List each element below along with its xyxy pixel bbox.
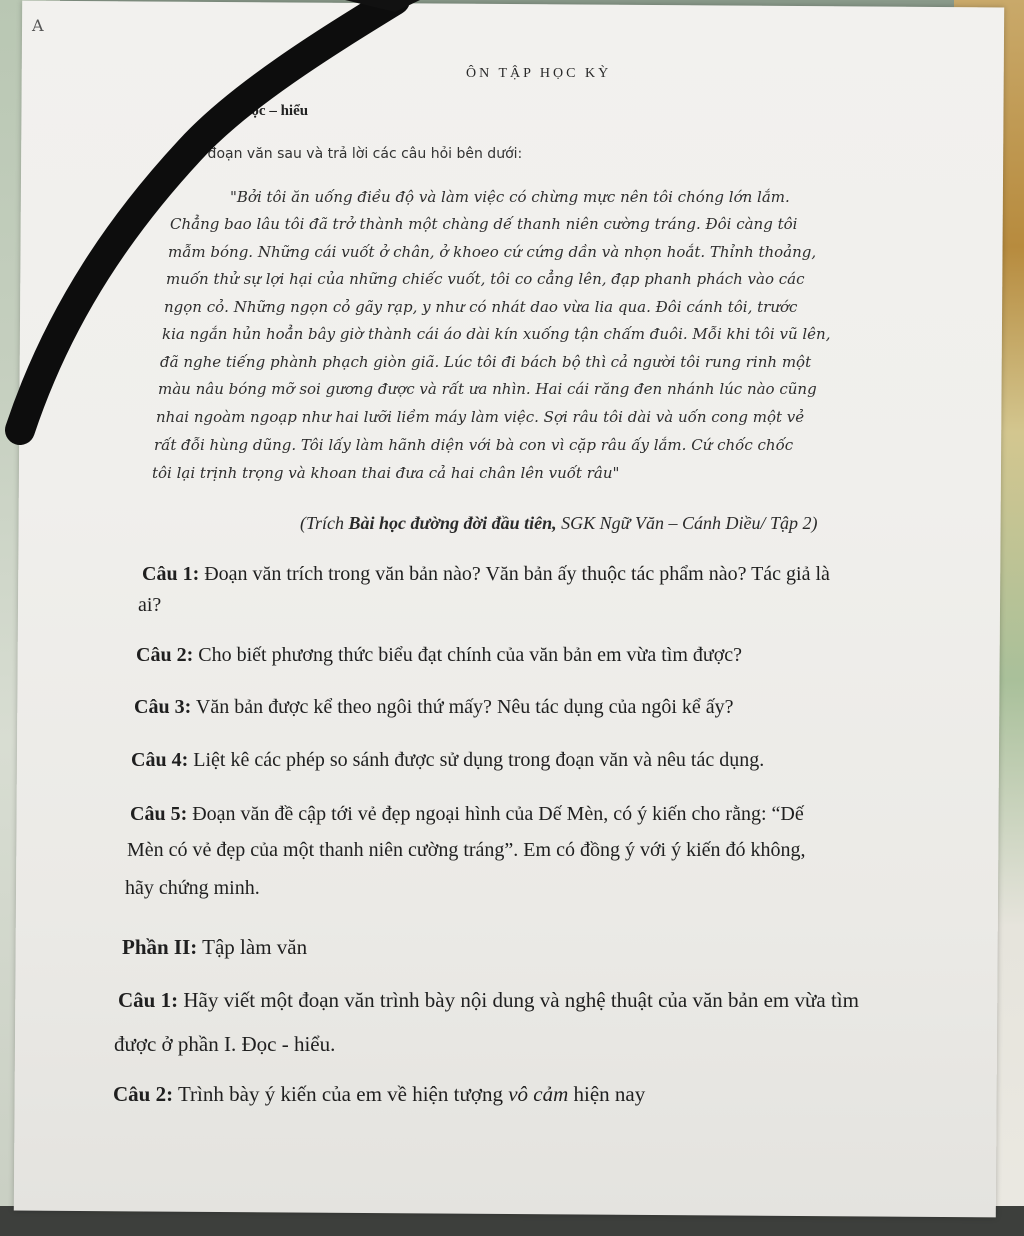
writing-task-2 [113,1082,645,1107]
citation-prefix: (Trích [300,513,349,533]
instruction-text: Đọc đoạn văn sau và trả lời các câu hỏi bên dưới: [176,146,523,162]
passage-line: muốn thử sự lợi hại của những chiếc vuốt, tôi co cẳng lên, đạp phanh phách vào các [166,270,805,288]
passage-line: nhai ngoàm ngoạp như hai lưỡi liềm máy làm việc. Sợi râu tôi dài và uốn cong một vẻ [156,408,805,426]
question-1 [138,563,830,616]
question-label: Câu 4: [131,749,189,771]
task-text: Hãy viết một đoạn văn trình bày nội dung và nghệ thuật của văn bản em vừa tìm [178,988,859,1012]
question-label: Câu 3: [134,696,192,718]
question-text: Đoạn văn đề cập tới vẻ đẹp ngoại hình của Dế Mèn, có ý kiến cho rằng: “Dế [187,803,804,825]
passage-line: mẫm bóng. Những cái vuốt ở chân, ở khoeo cứ cứng dần và nhọn hoắt. Thỉnh thoảng, [168,243,817,261]
passage-line: đã nghe tiếng phành phạch giòn giã. Lúc tôi đi bách bộ thì cả người tôi rung rinh một [160,353,812,371]
task-continuation: được ở phần I. Đọc - hiểu. [114,1032,336,1056]
question-continuation: hãy chứng minh. [125,877,260,899]
writing-task-1 [114,988,859,1056]
corner-mark: A [32,16,44,35]
question-label: Câu 2: [136,644,194,666]
passage-line: màu nâu bóng mỡ soi gương được và rất ưa nhìn. Hai cái răng đen nhánh lúc nào cũng [158,380,817,398]
citation-work: Bài học đường đời đầu tiên, [348,513,557,533]
passage-line: ngọn cỏ. Những ngọn cỏ gãy rạp, y như có nhát dao vừa lia qua. Đôi cánh tôi, trước [164,298,798,316]
question-text: Liệt kê các phép so sánh được sử dụng trong đoạn văn và nêu tác dụng. [188,749,765,771]
passage-line: rất đỗi hùng dũng. Tôi lấy làm hãnh diện với bà con vì cặp râu ấy lắm. Cứ chốc chốc [154,436,794,454]
citation-suffix: SGK Ngữ Văn – Cánh Diều/ Tập 2) [556,513,818,533]
part2-label: Phần II: [122,935,198,959]
passage-line: "Bởi tôi ăn uống điều độ và làm việc có chừng mực nên tôi chóng lớn lắm. [230,188,790,206]
question-text: Đoạn văn trích trong văn bản nào? Văn bản ấy thuộc tác phẩm nào? Tác giả là [199,563,830,585]
task-tail: hiện nay [568,1082,646,1106]
passage-line: kia ngắn hủn hoẳn bây giờ thành cái áo dài kín xuống tận chấm đuôi. Mỗi khi tôi vũ lên, [162,325,831,343]
passage-line: tôi lại trịnh trọng và khoan thai đưa cả hai chân lên vuốt râu" [152,464,620,482]
question-continuation: Mèn có vẻ đẹp của một thanh niên cường tráng”. Em có đồng ý với ý kiến đó không, [127,839,806,861]
passage-citation [300,513,817,534]
question-label: Câu 5: [130,803,188,825]
task-label: Câu 1: [118,988,179,1012]
task-label: Câu 2: [113,1082,174,1106]
question-4 [131,749,764,772]
part2-title: Tập làm văn [197,935,308,959]
question-2 [136,644,742,667]
question-continuation: ai? [138,594,162,616]
passage-line: Chẳng bao lâu tôi đã trở thành một chàng dế thanh niên cường tráng. Đôi càng tôi [170,215,798,233]
question-text: Văn bản được kể theo ngôi thứ mấy? Nêu tác dụng của ngôi kể ấy? [191,696,734,718]
task-text: Trình bày ý kiến của em về hiện tượng [173,1082,509,1106]
part2-heading [122,935,307,960]
question-5 [125,803,806,899]
question-label: Câu 1: [142,563,200,585]
part1-heading: I: Đọc – hiểu [226,103,309,119]
question-text: Cho biết phương thức biểu đạt chính của văn bản em vừa tìm được? [193,644,743,666]
task-emphasis: vô cảm [508,1082,569,1106]
document-title: ÔN TẬP HỌC KỲ [466,66,612,81]
question-3 [134,696,734,719]
